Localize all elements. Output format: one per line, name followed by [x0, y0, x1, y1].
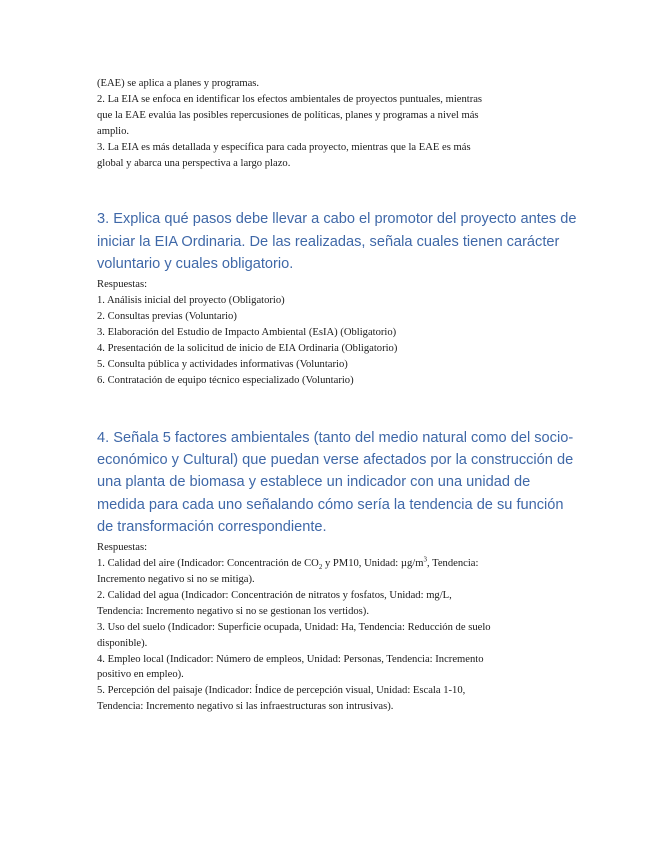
answer-item: 2. Calidad del agua (Indicador: Concentración de nitratos y fosfatos, Unidad: mg/L, [97, 589, 452, 601]
intro-line: amplio. [97, 125, 130, 137]
intro-section [97, 76, 557, 171]
answer-item: 5. Percepción del paisaje (Indicador: Índice de percepción visual, Unidad: Escala 1-10, [97, 685, 466, 697]
heading-line: voluntario y cuales obligatorio. [97, 256, 294, 273]
intro-line: global y abarca una perspectiva a largo plazo. [97, 157, 291, 169]
document-page [97, 76, 577, 715]
answer-item-continuation: disponible). [97, 637, 148, 649]
answer-item: 6. Contratación de equipo técnico especializado (Voluntario) [97, 374, 354, 386]
answer-item-continuation: Tendencia: Incremento negativo si no se gestionan los vertidos). [97, 605, 369, 617]
answer-item: 3. Uso del suelo (Indicador: Superficie ocupada, Unidad: Ha, Tendencia: Reducción de suelo [97, 621, 491, 633]
intro-line: 2. La EIA se enfoca en identificar los efectos ambientales de proyectos puntuales, mientras [97, 93, 483, 105]
heading-line: iniciar la EIA Ordinaria. De las realizadas, señala cuales tienen carácter [97, 233, 560, 250]
heading-line: medida para cada uno señalando cómo sería la tendencia de su función [97, 496, 564, 513]
answer-item-continuation: Incremento negativo si no se mitiga). [97, 573, 255, 585]
answer-item: 4. Presentación de la solicitud de inicio de EIA Ordinaria (Obligatorio) [97, 342, 398, 354]
heading-line: 3. Explica qué pasos debe llevar a cabo el promotor del proyecto antes de [97, 211, 577, 228]
answer-item: 5. Consulta pública y actividades informativas (Voluntario) [97, 358, 348, 370]
heading-line: de transformación correspondiente. [97, 518, 327, 535]
heading-line: una planta de biomasa y establece un indicador con una unidad de [97, 474, 531, 491]
answer-item-continuation: positivo en empleo). [97, 669, 184, 681]
question-4-heading [97, 427, 574, 538]
intro-line: que la EAE evalúa las posibles repercusiones de políticas, planes y programas a nivel más [97, 109, 479, 121]
answers-label: Respuestas: [97, 542, 148, 554]
answer-item: 1. Análisis inicial del proyecto (Obligatorio) [97, 295, 285, 307]
question-3-heading [97, 208, 577, 275]
question-3-section [97, 208, 577, 388]
intro-line: 3. La EIA es más detallada y específica para cada proyecto, mientras que la EAE es más [97, 141, 471, 153]
heading-line: 4. Señala 5 factores ambientales (tanto del medio natural como del socio- [97, 429, 574, 446]
answer-item: 2. Consultas previas (Voluntario) [97, 311, 237, 323]
answer-item: 1. Calidad del aire (Indicador: Concentración de $CO_2$ y PM10, Unidad: $\mu g/m^3$, Tendencia: [97, 555, 479, 572]
question-4-section [97, 427, 574, 715]
answers-label: Respuestas: [97, 279, 148, 291]
answer-item-continuation: Tendencia: Incremento negativo si las infraestructuras son intrusivas). [97, 701, 394, 713]
answer-item: 4. Empleo local (Indicador: Número de empleos, Unidad: Personas, Tendencia: Incremento [97, 653, 484, 665]
heading-line: económico y Cultural) que puedan verse afectados por la construcción de [97, 451, 574, 468]
answer-item: 3. Elaboración del Estudio de Impacto Ambiental (EsIA) (Obligatorio) [97, 327, 397, 339]
intro-line: (EAE) se aplica a planes y programas. [97, 78, 260, 89]
